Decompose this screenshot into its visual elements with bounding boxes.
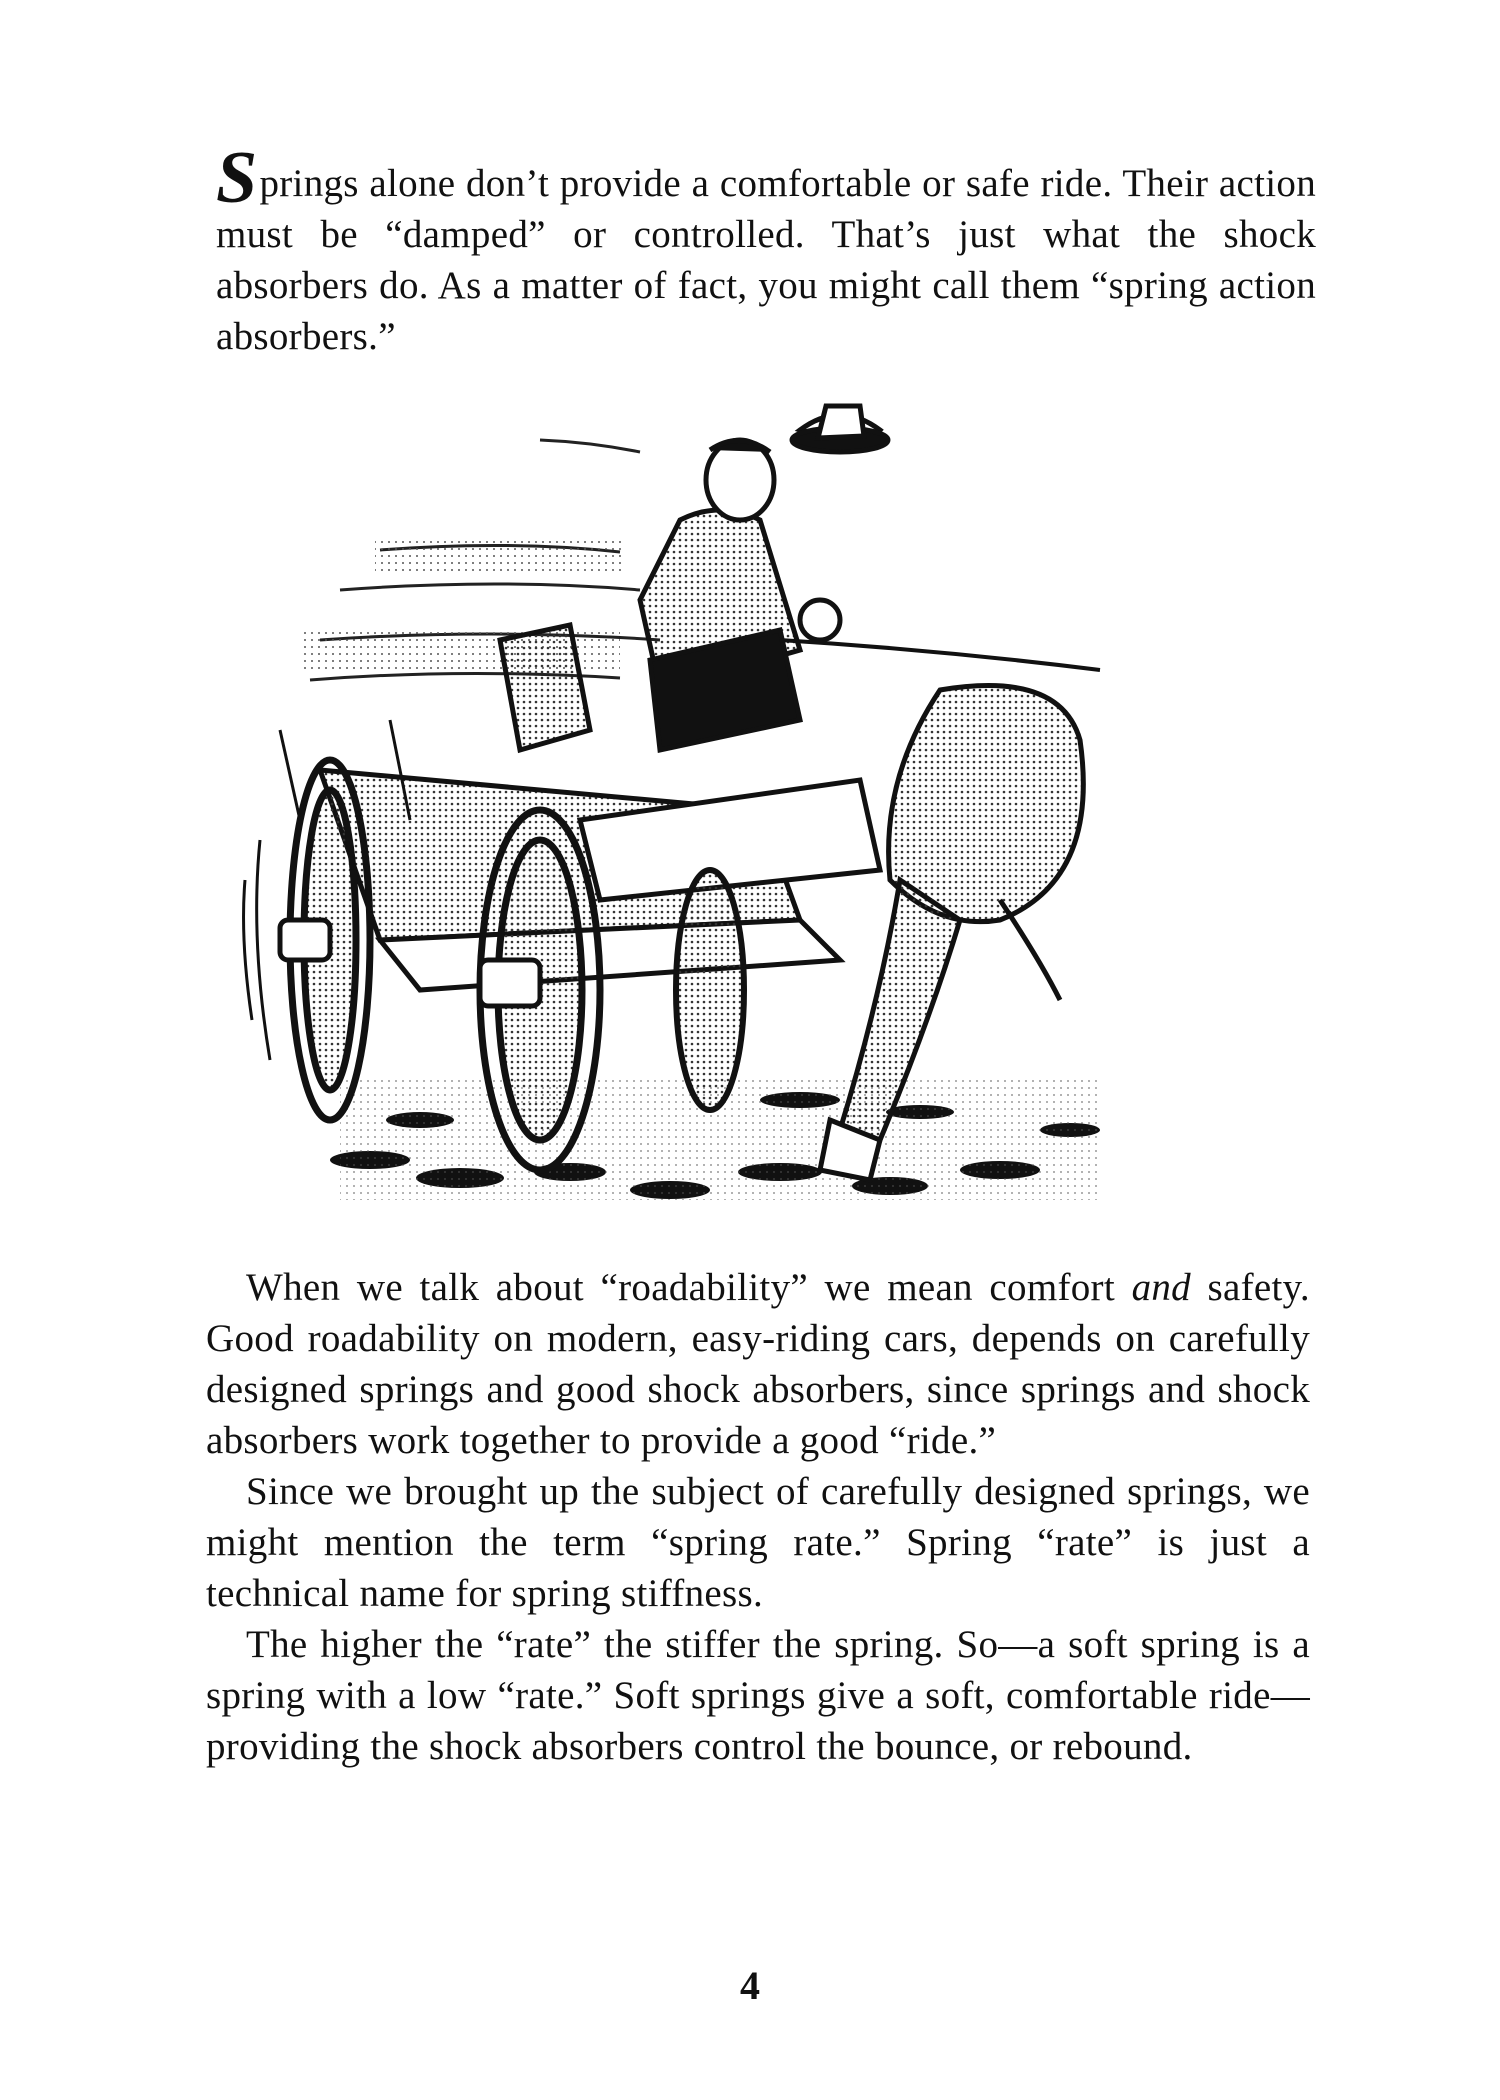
drop-cap: S — [216, 137, 258, 219]
paragraph-spring-rate: Since we brought up the subject of carefully designed springs, we might mention the term “spring rate.” Spring “rate” is just a technical name for spring stiffness. — [206, 1470, 1310, 1615]
speed-shading — [375, 540, 625, 576]
rear-wheel — [280, 760, 370, 1120]
driver — [640, 415, 880, 750]
paragraph-stiffness: The higher the “rate” the stiffer the spring. So—a soft spring is a spring with a low “rate.” Soft springs give a soft, comfortable ride—providing the shock absorbers control the bounce, or rebound. — [206, 1623, 1310, 1768]
emphasis-and: and — [1131, 1266, 1191, 1309]
intro-text: prings alone don’t provide a comfortable or safe ride. Their action must be “damped” or controlled. That’s just what the shock absorbers do. As a matter of fact, you might call them “spring action absorbers.” — [216, 162, 1316, 358]
far-wheel — [676, 870, 744, 1110]
wagon-illustration — [240, 400, 1300, 1240]
front-wheel — [480, 810, 600, 1170]
paragraph-roadability-start: When we talk about “roadability” we mean comfort — [246, 1266, 1132, 1309]
body-text — [206, 1262, 1310, 1772]
page-number: 4 — [740, 1963, 760, 2008]
intro-paragraph — [216, 137, 1316, 362]
reins — [780, 640, 1100, 670]
paragraph-roadability-end: safety. Good roadability on modern, easy-riding cars, depends on carefully designed springs and good shock absorbers, since springs and shock absorbers work together to provide a good “ride.” — [206, 1266, 1310, 1462]
flying-hat — [792, 406, 888, 452]
paragraph-roadability — [206, 1262, 1310, 1466]
